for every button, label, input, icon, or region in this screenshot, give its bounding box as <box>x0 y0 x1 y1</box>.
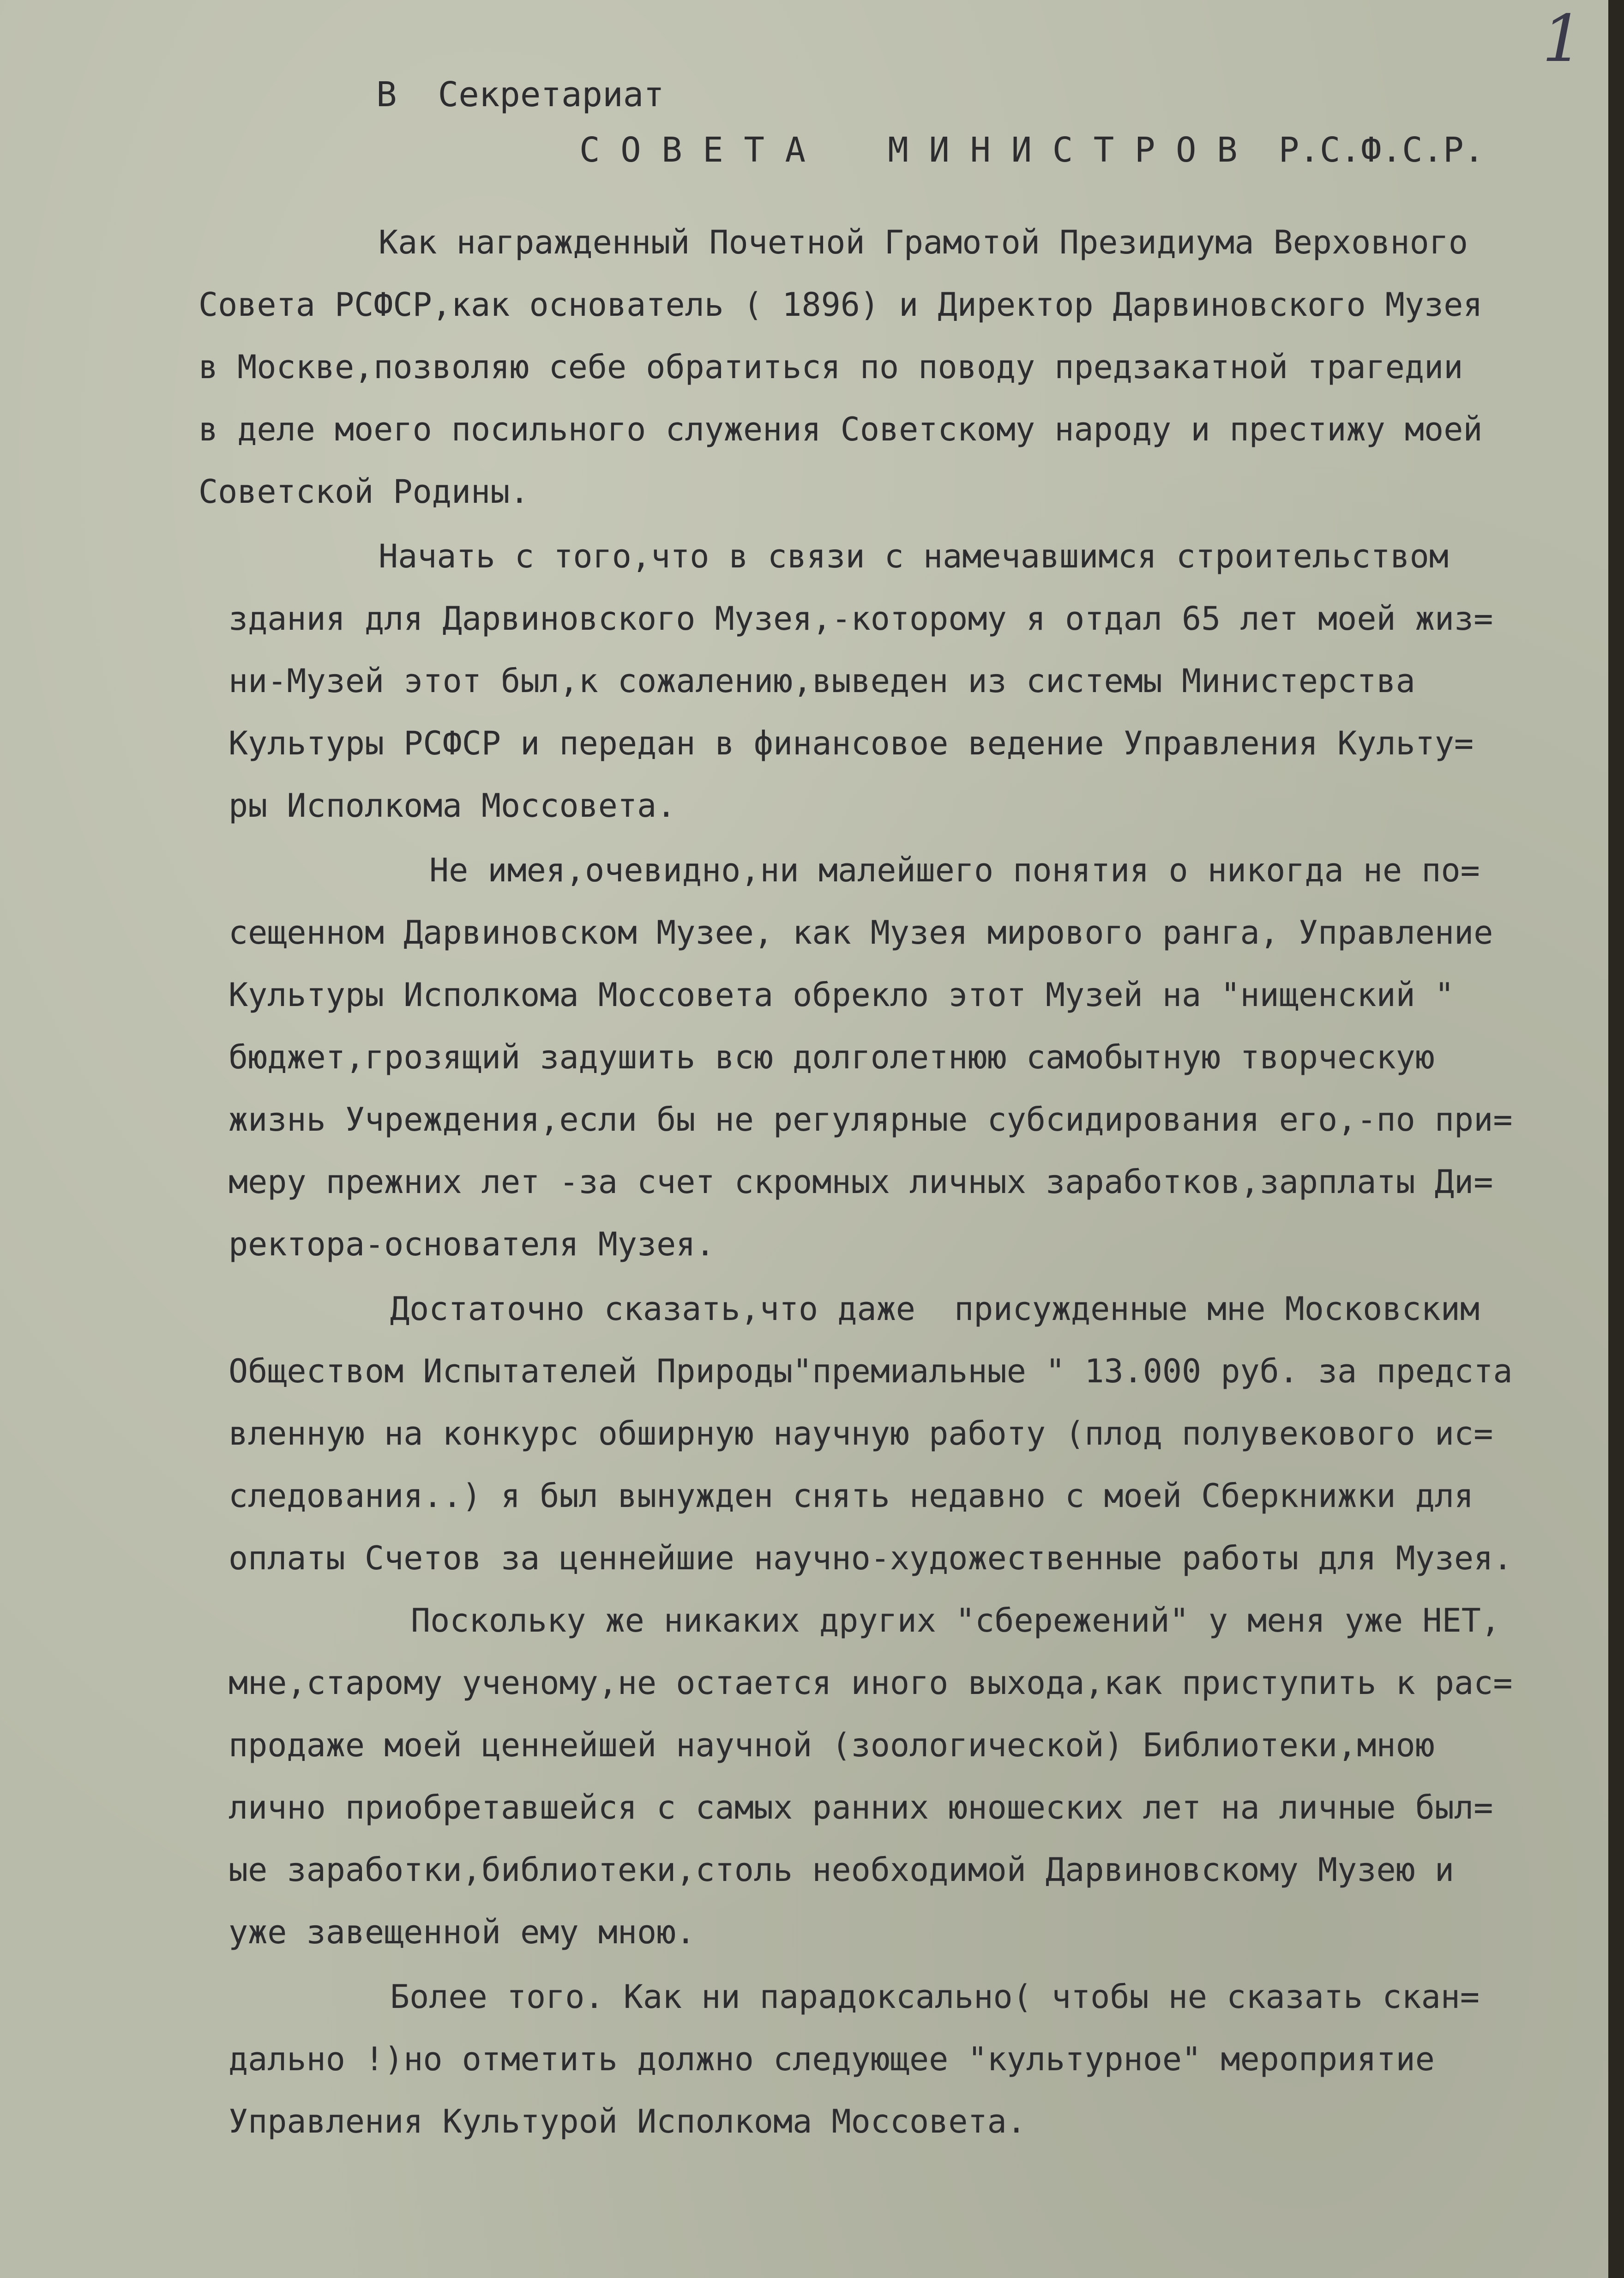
text-line: Начать с того,что в связи с намечавшимся строительством <box>379 537 1449 575</box>
page-number: 1 <box>1542 1 1583 77</box>
text-line: жизнь Учреждения,если бы не регулярные субсидирования его,-по при= <box>229 1101 1513 1139</box>
text-line: мне,старому ученому,не остается иного выхода,как приступить к рас= <box>229 1664 1513 1702</box>
binding-edge <box>1608 0 1624 2278</box>
text-line: Культуры РСФСР и передан в финансовое ведение Управления Культу= <box>229 724 1474 762</box>
text-line: бюджет,грозящий задушить всю долголетнюю самобытную творческую <box>229 1038 1435 1076</box>
text-line: оплаты Счетов за ценнейшие научно-художественные работы для Музея. <box>229 1539 1513 1577</box>
text-line: ые заработки,библиотеки,столь необходимой Дарвиновскому Музею и <box>229 1851 1455 1889</box>
text-line: Достаточно сказать,что даже присужденные мне Московским <box>390 1290 1480 1328</box>
text-line: продаже моей ценнейшей научной (зоологической) Библиотеки,мною <box>229 1726 1435 1764</box>
text-line: меру прежних лет -за счет скромных личных заработков,зарплаты Ди= <box>229 1163 1493 1201</box>
text-line: ры Исполкома Моссовета. <box>229 787 676 825</box>
text-line: ни-Музей этот был,к сожалению,выведен из системы Министерства <box>229 662 1415 700</box>
text-line: в деле моего посильного служения Советскому народу и престижу моей <box>198 410 1483 448</box>
text-line: Обществом Испытателей Природы"премиальные " 13.000 руб. за предста <box>229 1352 1513 1390</box>
text-line: Более того. Как ни парадоксально( чтобы не сказать скан= <box>390 1978 1480 2016</box>
text-line: Не имея,очевидно,ни малейшего понятия о никогда не по= <box>429 851 1480 889</box>
text-line: ректора-основателя Музея. <box>229 1225 715 1263</box>
text-line: Управления Культурой Исполкома Моссовета. <box>229 2103 1026 2140</box>
address-line-secretariat: В Секретариат <box>376 75 664 115</box>
text-line: Совета РСФСР,как основатель ( 1896) и Директор Дарвиновского Музея <box>198 286 1483 324</box>
text-line: следования..) я был вынужден снять недавно с моей Сберкнижки для <box>229 1477 1474 1515</box>
address-line-council: С О В Е Т А М И Н И С Т Р О В Р.С.Ф.С.Р. <box>579 130 1485 170</box>
text-line: сещенном Дарвиновском Музее, как Музея мирового ранга, Управление <box>229 914 1493 952</box>
text-line: Как награжденный Почетной Грамотой Президиума Верховного <box>379 223 1468 261</box>
text-line: Советской Родины. <box>198 473 529 511</box>
text-line: вленную на конкурс обширную научную работу (плод полувекового ис= <box>229 1415 1493 1452</box>
text-line: дально !)но отметить должно следующее "культурное" мероприятие <box>229 2040 1435 2078</box>
text-line: уже завещенной ему мною. <box>229 1913 696 1951</box>
text-line: Поскольку же никаких других "сбережений" у меня уже НЕТ, <box>411 1602 1501 1639</box>
text-line: лично приобретавшейся с самых ранних юношеских лет на личные был= <box>229 1789 1493 1826</box>
text-line: Культуры Исполкома Моссовета обрекло этот Музей на "нищенский " <box>229 976 1455 1014</box>
text-line: здания для Дарвиновского Музея,-которому я отдал 65 лет моей жиз= <box>229 600 1493 638</box>
text-line: в Москве,позволяю себе обратиться по поводу предзакатной трагедии <box>198 348 1463 386</box>
